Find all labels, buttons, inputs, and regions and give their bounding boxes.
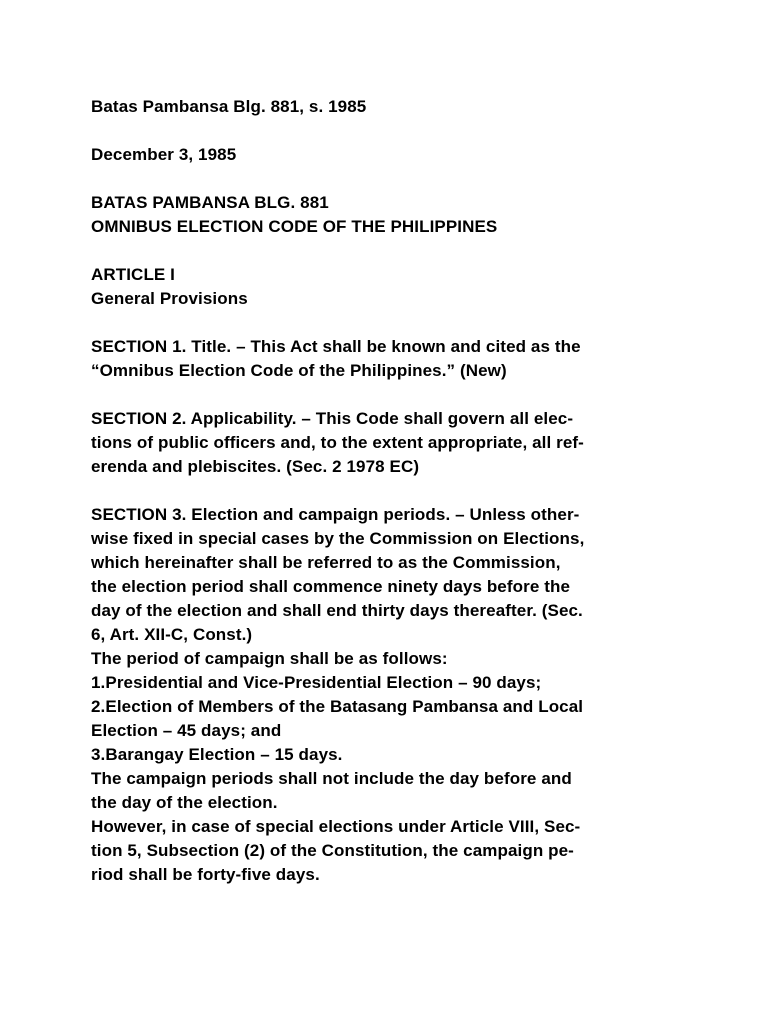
article-number: ARTICLE I: [91, 265, 176, 284]
campaign-period-item: 1.Presidential and Vice-Presidential Election – 90 days;: [91, 673, 542, 692]
heading-line: Batas Pambansa Blg. 881, s. 1985: [91, 97, 367, 116]
section-3-line: the election period shall commence ninety days before the: [91, 577, 570, 596]
campaign-period-item: 3.Barangay Election – 15 days.: [91, 745, 343, 764]
section-3-line: riod shall be forty-five days.: [91, 865, 320, 884]
section-1-line: SECTION 1. Title. – This Act shall be known and cited as the: [91, 337, 581, 356]
section-2-line: tions of public officers and, to the extent appropriate, all ref-: [91, 433, 584, 452]
section-3: [91, 503, 681, 887]
document-heading: [91, 95, 681, 119]
article-heading: [91, 263, 681, 311]
campaign-period-item: Election – 45 days; and: [91, 721, 282, 740]
paragraph-gap: [91, 383, 681, 407]
paragraph-gap: [91, 311, 681, 335]
section-3-line: The campaign periods shall not include the day before and: [91, 769, 572, 788]
article-name: General Provisions: [91, 289, 248, 308]
act-title-line-1: BATAS PAMBANSA BLG. 881: [91, 193, 329, 212]
paragraph-gap: [91, 479, 681, 503]
campaign-period-item: 2.Election of Members of the Batasang Pambansa and Local: [91, 697, 584, 716]
section-3-line: tion 5, Subsection (2) of the Constitution, the campaign pe-: [91, 841, 574, 860]
campaign-period-intro: The period of campaign shall be as follows:: [91, 649, 448, 668]
section-3-line: SECTION 3. Election and campaign periods. – Unless other-: [91, 505, 580, 524]
section-3-line: wise fixed in special cases by the Commission on Elections,: [91, 529, 585, 548]
paragraph-gap: [91, 167, 681, 191]
section-2-line: SECTION 2. Applicability. – This Code shall govern all elec-: [91, 409, 574, 428]
section-3-line: However, in case of special elections under Article VIII, Sec-: [91, 817, 581, 836]
section-3-line: which hereinafter shall be referred to as the Commission,: [91, 553, 561, 572]
section-1-line: “Omnibus Election Code of the Philippines.” (New): [91, 361, 507, 380]
act-title-line-2: OMNIBUS ELECTION CODE OF THE PHILIPPINES: [91, 217, 498, 236]
section-3-line: day of the election and shall end thirty days thereafter. (Sec.: [91, 601, 583, 620]
date-line: December 3, 1985: [91, 145, 237, 164]
section-3-line: 6, Art. XII-C, Const.): [91, 625, 253, 644]
paragraph-gap: [91, 119, 681, 143]
act-title: [91, 191, 681, 239]
section-3-line: the day of the election.: [91, 793, 278, 812]
document-date: [91, 143, 681, 167]
section-2-line: erenda and plebiscites. (Sec. 2 1978 EC): [91, 457, 420, 476]
section-2: [91, 407, 681, 479]
document-body: [91, 95, 681, 887]
section-1: [91, 335, 681, 383]
paragraph-gap: [91, 239, 681, 263]
